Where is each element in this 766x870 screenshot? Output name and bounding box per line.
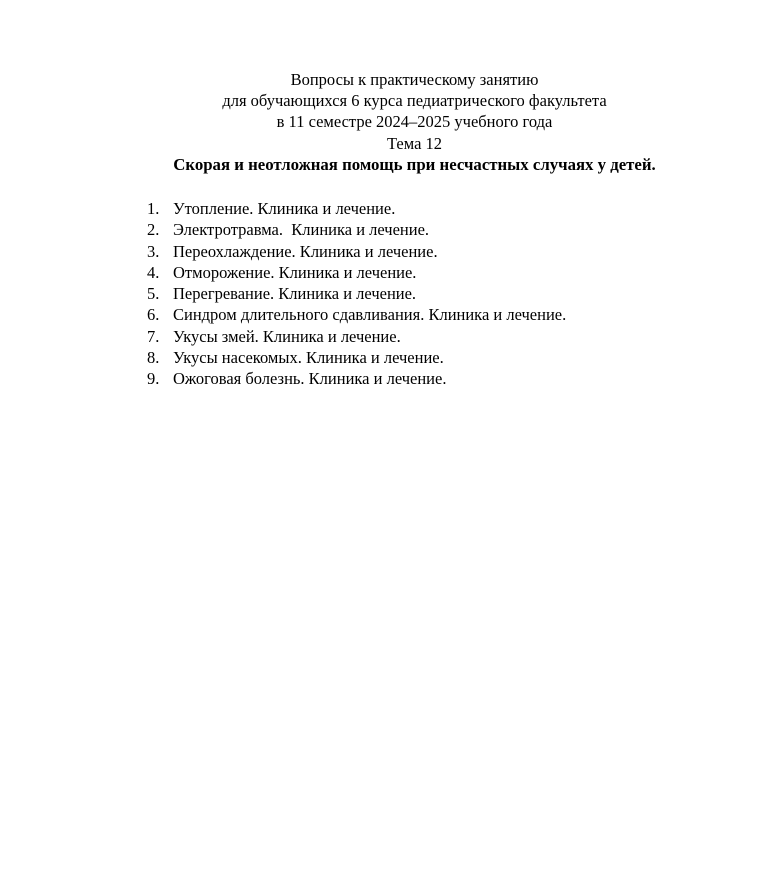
item-number: 9. bbox=[147, 369, 160, 389]
document-title: Скорая и неотложная помощь при несчастных случаях у детей. bbox=[173, 154, 656, 174]
item-number: 7. bbox=[147, 326, 160, 346]
item-text: Перегревание. Клиника и лечение. bbox=[173, 284, 417, 304]
header-line-2: для обучающихся 6 курса педиатрического факультета bbox=[222, 91, 607, 111]
list-item bbox=[147, 219, 566, 240]
item-text: Отморожение. Клиника и лечение. bbox=[173, 262, 417, 282]
item-number: 3. bbox=[147, 241, 160, 261]
list-item bbox=[147, 304, 566, 325]
item-text: Синдром длительного сдавливания. Клиника и лечение. bbox=[173, 305, 567, 325]
item-text: Электротравма. Клиника и лечение. bbox=[173, 220, 430, 240]
item-number: 4. bbox=[147, 262, 160, 282]
list-item bbox=[147, 347, 566, 368]
list-item bbox=[147, 368, 566, 389]
document-header bbox=[0, 69, 766, 175]
item-text: Утопление. Клиника и лечение. bbox=[173, 199, 396, 218]
topic-number: Тема 12 bbox=[386, 133, 443, 153]
list-item bbox=[147, 283, 566, 304]
item-number: 8. bbox=[147, 348, 160, 368]
list-item bbox=[147, 262, 566, 283]
list-item bbox=[147, 198, 566, 219]
item-number: 5. bbox=[147, 284, 160, 304]
list-item bbox=[147, 241, 566, 262]
item-text: Укусы змей. Клиника и лечение. bbox=[173, 326, 401, 346]
item-text: Переохлаждение. Клиника и лечение. bbox=[173, 241, 438, 261]
list-item bbox=[147, 326, 566, 347]
item-number: 2. bbox=[147, 220, 160, 240]
item-text: Укусы насекомых. Клиника и лечение. bbox=[173, 348, 444, 368]
header-line-1: Вопросы к практическому занятию bbox=[290, 70, 539, 89]
item-text: Ожоговая болезнь. Клиника и лечение. bbox=[173, 369, 447, 389]
questions-list bbox=[147, 198, 566, 390]
item-number: 1. bbox=[147, 199, 160, 218]
header-line-3: в 11 семестре 2024–2025 учебного года bbox=[276, 112, 553, 132]
item-number: 6. bbox=[147, 305, 160, 325]
